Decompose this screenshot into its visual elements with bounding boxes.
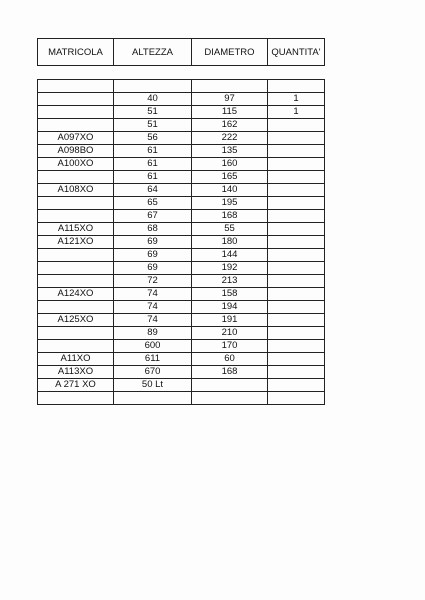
table-row — [38, 93, 325, 106]
table-row — [38, 262, 325, 275]
cell-altezza: 68 — [114, 223, 192, 236]
cell-matricola — [38, 262, 114, 275]
table-row — [38, 80, 325, 93]
cell-quantita — [268, 327, 325, 340]
cell-matricola: A11XO — [38, 353, 114, 366]
cell-quantita: 1 — [268, 93, 325, 106]
cell-altezza: 72 — [114, 275, 192, 288]
table-row — [38, 197, 325, 210]
cell-quantita — [268, 392, 325, 405]
header-table — [37, 38, 325, 66]
cell-altezza: 64 — [114, 184, 192, 197]
cell-diametro: 158 — [192, 288, 268, 301]
cell-altezza: 74 — [114, 314, 192, 327]
table-row — [38, 340, 325, 353]
cell-matricola — [38, 80, 114, 93]
cell-quantita — [268, 262, 325, 275]
cell-diametro: 168 — [192, 210, 268, 223]
cell-quantita — [268, 223, 325, 236]
cell-quantita — [268, 314, 325, 327]
cell-diametro: 191 — [192, 314, 268, 327]
cell-diametro: 210 — [192, 327, 268, 340]
table-row — [38, 379, 325, 392]
header-diametro: DIAMETRO — [192, 39, 268, 66]
data-table — [37, 79, 325, 405]
cell-altezza: 50 Lt — [114, 379, 192, 392]
cell-altezza: 40 — [114, 93, 192, 106]
cell-diametro: 213 — [192, 275, 268, 288]
cell-altezza: 61 — [114, 171, 192, 184]
cell-quantita — [268, 171, 325, 184]
cell-quantita — [268, 275, 325, 288]
cell-diametro: 144 — [192, 249, 268, 262]
cell-diametro: 55 — [192, 223, 268, 236]
cell-diametro: 140 — [192, 184, 268, 197]
cell-diametro: 115 — [192, 106, 268, 119]
cell-diametro: 222 — [192, 132, 268, 145]
cell-quantita — [268, 236, 325, 249]
table-row — [38, 301, 325, 314]
cell-matricola — [38, 327, 114, 340]
cell-matricola: A124XO — [38, 288, 114, 301]
cell-altezza: 67 — [114, 210, 192, 223]
cell-quantita — [268, 158, 325, 171]
cell-matricola: A 271 XO — [38, 379, 114, 392]
cell-quantita — [268, 119, 325, 132]
cell-matricola: A097XO — [38, 132, 114, 145]
cell-matricola — [38, 301, 114, 314]
cell-quantita — [268, 210, 325, 223]
header-quantita: QUANTITA' — [268, 39, 325, 66]
cell-quantita — [268, 301, 325, 314]
table-row — [38, 106, 325, 119]
cell-diametro: 170 — [192, 340, 268, 353]
cell-altezza: 65 — [114, 197, 192, 210]
cell-altezza — [114, 80, 192, 93]
cell-diametro: 195 — [192, 197, 268, 210]
cell-matricola: A113XO — [38, 366, 114, 379]
cell-altezza: 56 — [114, 132, 192, 145]
cell-quantita — [268, 249, 325, 262]
cell-diametro — [192, 80, 268, 93]
cell-matricola: A115XO — [38, 223, 114, 236]
cell-quantita — [268, 379, 325, 392]
table-row — [38, 249, 325, 262]
header-row — [38, 39, 325, 66]
table-row — [38, 145, 325, 158]
cell-diametro: 135 — [192, 145, 268, 158]
cell-diametro: 168 — [192, 366, 268, 379]
cell-matricola — [38, 106, 114, 119]
cell-diametro: 162 — [192, 119, 268, 132]
table-row — [38, 236, 325, 249]
cell-matricola: A125XO — [38, 314, 114, 327]
cell-altezza — [114, 392, 192, 405]
cell-altezza: 611 — [114, 353, 192, 366]
table-row — [38, 353, 325, 366]
table-row — [38, 392, 325, 405]
table-row — [38, 366, 325, 379]
cell-altezza: 600 — [114, 340, 192, 353]
cell-altezza: 61 — [114, 145, 192, 158]
table-row — [38, 288, 325, 301]
cell-altezza: 89 — [114, 327, 192, 340]
cell-matricola — [38, 197, 114, 210]
cell-matricola: A098BO — [38, 145, 114, 158]
cell-altezza: 69 — [114, 236, 192, 249]
table-row — [38, 119, 325, 132]
cell-diametro: 97 — [192, 93, 268, 106]
table-row — [38, 314, 325, 327]
cell-diametro — [192, 379, 268, 392]
cell-matricola: A100XO — [38, 158, 114, 171]
cell-diametro: 165 — [192, 171, 268, 184]
cell-diametro — [192, 392, 268, 405]
table-row — [38, 223, 325, 236]
cell-matricola — [38, 119, 114, 132]
cell-diametro: 180 — [192, 236, 268, 249]
cell-altezza: 51 — [114, 119, 192, 132]
header-matricola: MATRICOLA — [38, 39, 114, 66]
data-table-body — [38, 80, 325, 405]
table-row — [38, 327, 325, 340]
cell-quantita — [268, 366, 325, 379]
cell-quantita: 1 — [268, 106, 325, 119]
table-row — [38, 171, 325, 184]
cell-diametro: 192 — [192, 262, 268, 275]
cell-altezza: 74 — [114, 288, 192, 301]
cell-quantita — [268, 145, 325, 158]
table-row — [38, 184, 325, 197]
cell-quantita — [268, 80, 325, 93]
table-row — [38, 210, 325, 223]
table-row — [38, 275, 325, 288]
cell-diametro: 160 — [192, 158, 268, 171]
header-altezza: ALTEZZA — [114, 39, 192, 66]
cell-matricola — [38, 275, 114, 288]
cell-altezza: 61 — [114, 158, 192, 171]
cell-quantita — [268, 353, 325, 366]
cell-matricola — [38, 171, 114, 184]
cell-quantita — [268, 184, 325, 197]
cell-matricola — [38, 392, 114, 405]
cell-matricola — [38, 340, 114, 353]
cell-matricola — [38, 93, 114, 106]
cell-quantita — [268, 197, 325, 210]
cell-altezza: 51 — [114, 106, 192, 119]
table-row — [38, 132, 325, 145]
cell-quantita — [268, 340, 325, 353]
cell-diametro: 60 — [192, 353, 268, 366]
table-row — [38, 158, 325, 171]
cell-matricola — [38, 249, 114, 262]
cell-altezza: 670 — [114, 366, 192, 379]
cell-matricola: A121XO — [38, 236, 114, 249]
cell-altezza: 74 — [114, 301, 192, 314]
cell-altezza: 69 — [114, 262, 192, 275]
cell-quantita — [268, 132, 325, 145]
cell-matricola — [38, 210, 114, 223]
cell-matricola: A108XO — [38, 184, 114, 197]
cell-altezza: 69 — [114, 249, 192, 262]
cell-quantita — [268, 288, 325, 301]
cell-diametro: 194 — [192, 301, 268, 314]
